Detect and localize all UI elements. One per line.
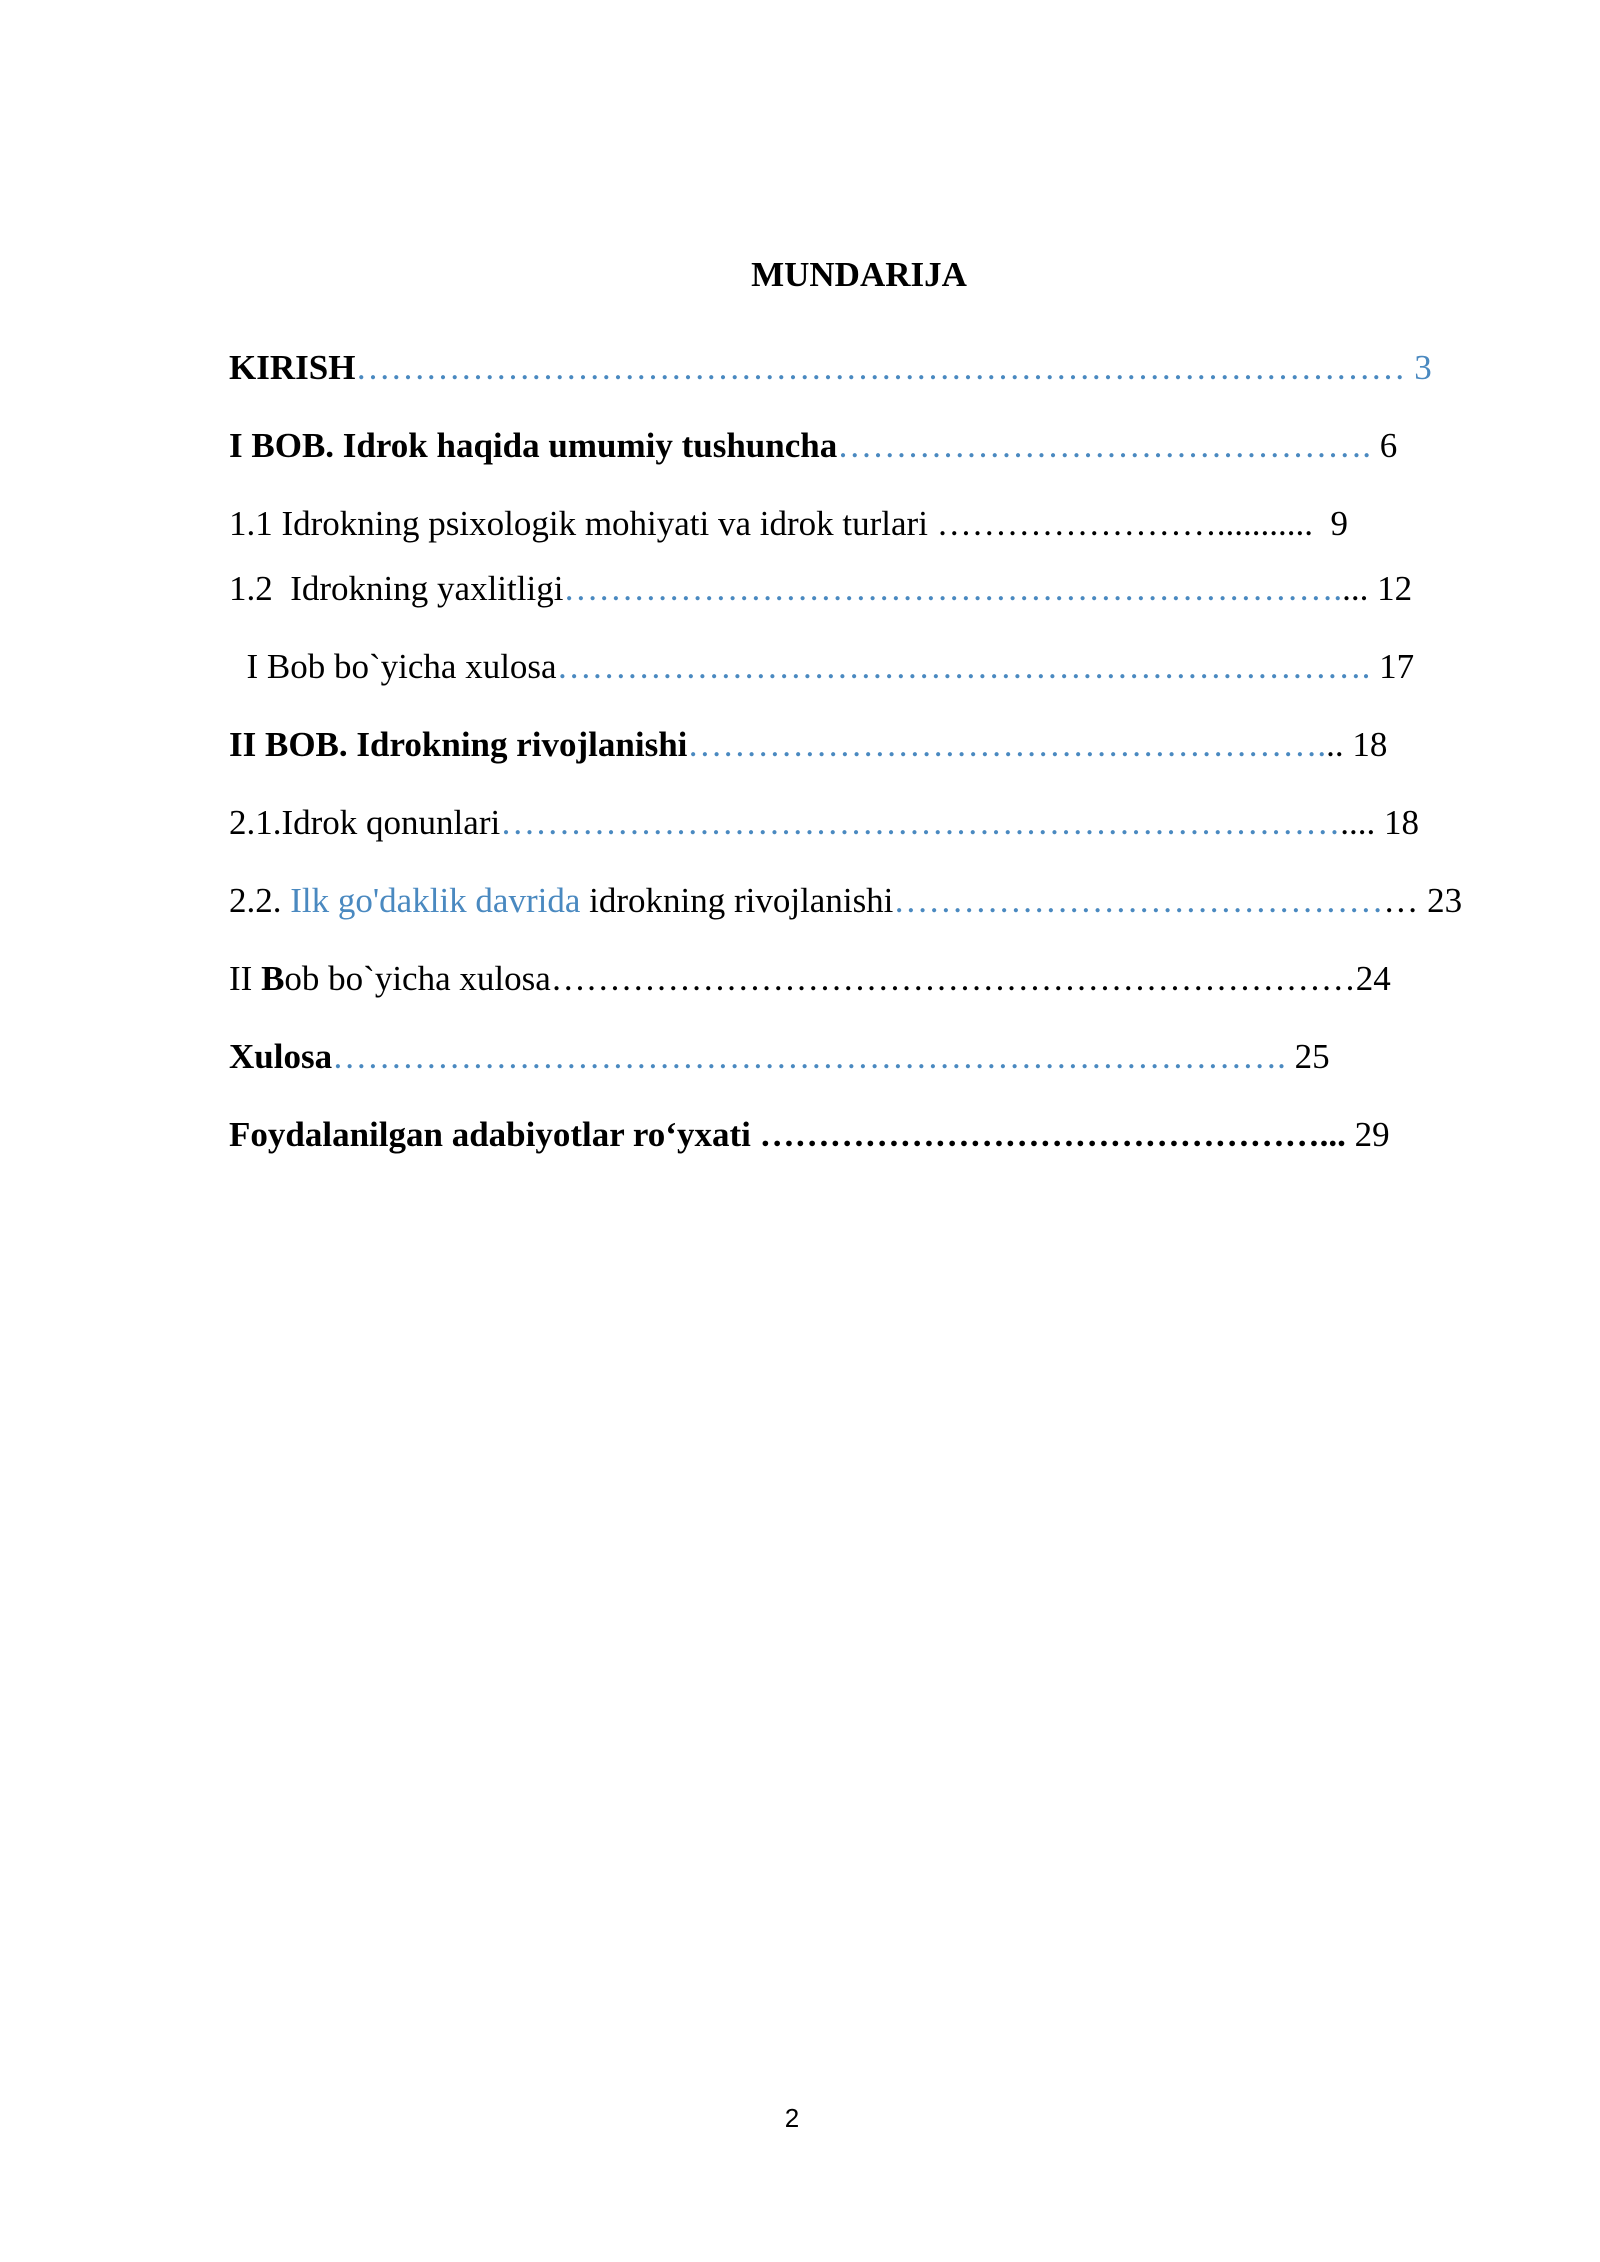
toc-entry-title: I Bob bo`yicha xulosa: [229, 647, 557, 686]
toc-entry-chapter-2[interactable]: [229, 722, 1387, 768]
toc-entry-title: Foydalanilgan adabiyotlar ro‘yxati: [229, 1115, 760, 1154]
page-title: MUNDARIJA: [751, 255, 967, 294]
toc-leader-dots: …………………………………………………………….: [556, 647, 1371, 686]
toc-entry-title: II BOB. Idrokning rivojlanishi: [229, 725, 688, 764]
toc-entry-title: idrokning rivojlanishi: [580, 881, 894, 920]
toc-entry-chapter-2-summary[interactable]: [229, 956, 1391, 1002]
toc-entry-title: KIRISH: [229, 348, 356, 387]
toc-entry-section-2-2[interactable]: [229, 878, 1462, 924]
toc-leader-tail: …: [1383, 881, 1419, 920]
toc-leader-dots: ……………………………………………………………………….: [332, 1037, 1286, 1076]
toc-entry-title-bold-letter: B: [261, 959, 285, 998]
toc-entry-title: I BOB. Idrok haqida umumiy tushuncha: [229, 426, 838, 465]
toc-entry-chapter-1[interactable]: [229, 423, 1397, 469]
page-number: 2: [784, 2103, 800, 2133]
toc-entry-prefix: 2.2.: [229, 881, 291, 920]
toc-entry-title-part: II: [229, 959, 262, 998]
toc-leader-dots: ………………………………………………………………: [500, 803, 1341, 842]
toc-page-number: 3: [1405, 348, 1432, 387]
toc-entry-section-2-1[interactable]: [229, 800, 1419, 846]
toc-page-number: 9: [1312, 504, 1348, 543]
toc-entry-chapter-1-summary[interactable]: [229, 644, 1414, 690]
toc-page-number: 24: [1355, 959, 1391, 998]
toc-leader-dots: …………………………………………...: [759, 1115, 1346, 1154]
toc-entry-title-rest: ob bo`yicha xulosa: [284, 959, 551, 998]
toc-page-number: 18: [1375, 803, 1419, 842]
toc-entry-section-1-1[interactable]: [229, 501, 1348, 547]
toc-leader-dots: ……………………………………………………………: [550, 959, 1356, 998]
toc-entry-section-1-2[interactable]: [229, 566, 1412, 612]
toc-page-number: 29: [1345, 1115, 1390, 1154]
toc-leader-tail: ....: [1340, 803, 1376, 842]
toc-page-number: 17: [1370, 647, 1415, 686]
toc-entry-conclusion[interactable]: [229, 1034, 1330, 1080]
toc-entry-title: 1.1 Idrokning psixologik mohiyati va idrok turlari: [229, 504, 937, 543]
toc-leader-dots: ………………………………………………………….: [563, 569, 1343, 608]
toc-leader-dots: ……………………………………: [893, 881, 1384, 920]
toc-entry-title: Xulosa: [229, 1037, 333, 1076]
toc-page-number: 12: [1368, 569, 1413, 608]
toc-leader-dots: ………………………………………………………………………………: [355, 348, 1406, 387]
toc-page-number: 25: [1285, 1037, 1330, 1076]
toc-leader-dots: ……………………...........: [936, 504, 1313, 543]
toc-leader-tail: ...: [1342, 569, 1369, 608]
toc-entry-link[interactable]: Ilk go'daklik davrida: [290, 881, 581, 920]
toc-entry-references[interactable]: [229, 1112, 1390, 1158]
toc-entry-title: 1.2 Idrokning yaxlitligi: [229, 569, 564, 608]
toc-page-number: 18: [1343, 725, 1388, 764]
toc-leader-tail: ..: [1326, 725, 1344, 764]
toc-leader-dots: ……………………………………….: [837, 426, 1371, 465]
toc-page-number: 23: [1418, 881, 1463, 920]
toc-page-number: 6: [1370, 426, 1398, 465]
toc-entry-title: 2.1.Idrok qonunlari: [229, 803, 501, 842]
toc-entry-kirish[interactable]: [229, 345, 1432, 391]
toc-leader-dots: ……………………………………………….: [687, 725, 1327, 764]
